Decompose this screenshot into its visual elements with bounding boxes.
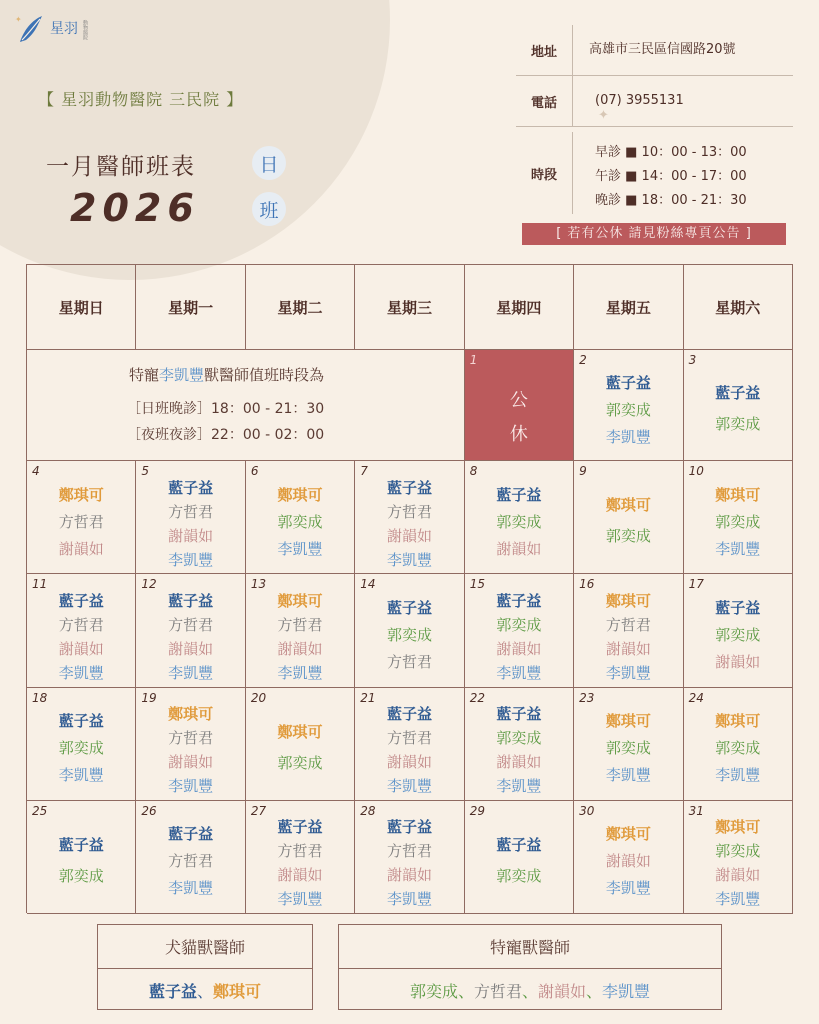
doctor-name: 謝韻如	[715, 866, 761, 885]
day-number: 27	[250, 803, 267, 818]
doctor-name: 郭奕成	[496, 729, 542, 748]
clinic-name: 【 星羽動物醫院 三民院 】	[38, 90, 244, 109]
doctor-name: 謝韻如	[168, 526, 214, 545]
weekday-header: 星期日	[27, 265, 136, 350]
exotic-schedule-note	[27, 350, 465, 461]
day-number: 6	[250, 464, 259, 478]
dog-cat-legend	[97, 924, 313, 1010]
day-cell	[27, 688, 136, 801]
exotic-doctors	[339, 969, 721, 1011]
doctor-name: 李凱豐	[58, 766, 104, 785]
legend-doctor-name: 謝韻如	[538, 981, 587, 1001]
doctor-name: 李凱豐	[605, 427, 651, 446]
day-cell	[355, 461, 464, 574]
day-number: 16	[579, 577, 595, 592]
doctor-name: 郭奕成	[715, 739, 761, 758]
doctor-name: 藍子益	[386, 818, 432, 837]
doctor-name: 藍子益	[496, 485, 542, 504]
doctor-name: 謝韻如	[605, 639, 651, 658]
address-row	[516, 25, 793, 76]
weekday-header: 星期五	[574, 265, 683, 350]
day-cell	[574, 801, 683, 914]
day-cell	[136, 461, 245, 574]
day-cell	[355, 688, 464, 801]
day-number: 29	[469, 803, 485, 818]
day-number: 22	[469, 690, 485, 705]
day-number: 20	[250, 690, 267, 705]
calendar-grid	[26, 264, 793, 913]
address-label: 地址	[530, 44, 557, 60]
day-number: 17	[688, 577, 704, 592]
doctor-name: 鄭琪可	[277, 722, 323, 741]
day-badge: 日	[252, 146, 286, 180]
doctor-name: 郭奕成	[496, 866, 542, 885]
doctor-name: 方哲君	[168, 729, 214, 748]
doctor-name: 鄭琪可	[605, 496, 651, 515]
day-cell	[136, 688, 245, 801]
doctor-name: 鄭琪可	[277, 591, 323, 610]
weekday-header: 星期一	[136, 265, 245, 350]
day-number: 25	[32, 803, 48, 818]
doctor-name: 謝韻如	[496, 539, 542, 558]
legend-doctor-name: 鄭琪可	[213, 981, 262, 1001]
doctor-name: 鄭琪可	[58, 485, 104, 504]
doctor-name: 方哲君	[168, 502, 214, 521]
doctor-name: 藍子益	[58, 591, 104, 610]
doctor-name: 方哲君	[277, 615, 323, 634]
day-cell	[246, 688, 355, 801]
day-cell	[574, 574, 683, 687]
day-number: 4	[32, 464, 40, 478]
doctor-name: 方哲君	[168, 615, 214, 634]
legend-doctor-name: 郭奕成	[409, 981, 458, 1001]
sparkle-icon: ✦	[598, 108, 609, 123]
day-cell	[684, 688, 793, 801]
doctor-name: 郭奕成	[58, 866, 104, 885]
legend-doctor-name: 方哲君	[473, 981, 522, 1001]
svg-text:✦: ✦	[15, 15, 22, 24]
holiday-label: 休	[509, 424, 528, 445]
doctor-name: 郭奕成	[496, 512, 542, 531]
doctor-name: 謝韻如	[496, 639, 542, 658]
logo-subtitle: 動物醫院	[82, 20, 88, 40]
doctor-name: 方哲君	[386, 842, 432, 861]
day-number: 24	[688, 690, 704, 705]
day-cell	[136, 574, 245, 687]
day-cell	[684, 574, 793, 687]
day-cell	[246, 801, 355, 914]
shift-badge: 班	[252, 192, 286, 226]
holiday-cell	[465, 350, 574, 461]
separator: 、	[521, 981, 538, 1001]
doctor-name: 郭奕成	[277, 512, 323, 531]
day-cell	[465, 574, 574, 687]
day-cell	[27, 801, 136, 914]
doctor-name: 謝韻如	[386, 526, 432, 545]
day-number: 19	[141, 690, 157, 705]
day-cell	[684, 461, 793, 574]
phone-row	[516, 76, 793, 127]
legend-doctor-name: 李凱豐	[602, 981, 651, 1001]
doctor-name: 李凱豐	[715, 539, 761, 558]
day-cell	[136, 801, 245, 914]
doctor-name: 方哲君	[168, 852, 214, 871]
hours-row	[516, 127, 793, 219]
doctor-name: 李凱豐	[277, 539, 323, 558]
doctor-name: 藍子益	[58, 712, 104, 731]
doctor-name: 李凱豐	[386, 550, 432, 569]
exotic-note-suffix: 獸醫師值班時段為	[204, 365, 325, 384]
day-number: 9	[579, 464, 587, 478]
holiday-notice: [ 若有公休 請見粉絲專頁公告 ]	[522, 223, 786, 245]
doctor-name: 鄭琪可	[277, 485, 323, 504]
day-number: 28	[360, 803, 376, 818]
doctor-name: 李凱豐	[277, 890, 323, 909]
doctor-name: 方哲君	[58, 512, 104, 531]
doctor-name: 李凱豐	[605, 766, 651, 785]
doctor-name: 鄭琪可	[605, 825, 651, 844]
clinic-info	[516, 25, 793, 219]
doctor-name: 藍子益	[277, 818, 323, 837]
separator: 、	[457, 981, 474, 1001]
doctor-name: 李凱豐	[168, 550, 214, 569]
day-number: 1	[469, 353, 478, 367]
day-cell	[27, 574, 136, 687]
doctor-name: 藍子益	[168, 825, 214, 844]
doctor-name: 郭奕成	[277, 753, 323, 772]
evening-hours: 晚診 ■ 18：00 - 21：30	[595, 192, 747, 208]
day-cell	[27, 461, 136, 574]
day-cell	[574, 461, 683, 574]
doctor-name: 謝韻如	[386, 753, 432, 772]
day-number: 3	[688, 353, 697, 367]
day-cell	[465, 801, 574, 914]
weekday-header: 星期二	[246, 265, 355, 350]
doctor-name: 謝韻如	[496, 753, 542, 772]
day-number: 15	[469, 577, 485, 592]
doctor-name: 藍子益	[168, 591, 214, 610]
weekday-header: 星期六	[684, 265, 793, 350]
day-number: 23	[579, 690, 595, 705]
doctor-name: 李凱豐	[386, 777, 432, 796]
doctor-name: 郭奕成	[715, 842, 761, 861]
dog-cat-title: 犬貓獸醫師	[98, 925, 312, 969]
day-cell	[684, 350, 793, 461]
doctor-name: 李凱豐	[277, 663, 323, 682]
separator: 、	[586, 981, 603, 1001]
doctor-name: 李凱豐	[168, 879, 214, 898]
day-number: 2	[579, 353, 587, 367]
doctor-name: 鄭琪可	[715, 485, 761, 504]
exotic-legend	[338, 924, 722, 1010]
doctor-name: 藍子益	[386, 705, 432, 724]
day-number: 13	[250, 577, 267, 592]
exotic-night-shift: ［夜班夜診］22：00 - 02：00	[127, 426, 325, 443]
doctor-name: 鄭琪可	[715, 712, 761, 731]
doctor-name: 李凱豐	[715, 890, 761, 909]
day-number: 12	[141, 577, 157, 592]
doctor-name: 郭奕成	[605, 739, 651, 758]
doctor-name: 郭奕成	[386, 625, 432, 644]
day-number: 7	[360, 464, 368, 478]
doctor-name: 方哲君	[386, 729, 432, 748]
phone-value: (07) 3955131	[572, 76, 793, 126]
doctor-name: 李凱豐	[496, 663, 542, 682]
doctor-name: 李凱豐	[496, 777, 542, 796]
doctor-name: 謝韻如	[168, 639, 214, 658]
doctor-name: 郭奕成	[58, 739, 104, 758]
doctor-name: 謝韻如	[605, 852, 651, 871]
day-cell	[246, 461, 355, 574]
exotic-note-prefix: 特寵	[129, 365, 160, 384]
day-number: 14	[360, 577, 376, 592]
doctor-name: 鄭琪可	[168, 705, 214, 724]
doctor-name: 郭奕成	[605, 527, 651, 546]
doctor-name: 藍子益	[58, 835, 104, 854]
exotic-day-shift: ［日班晚診］18：00 - 21：30	[127, 400, 325, 417]
morning-hours: 早診 ■ 10：00 - 13：00	[595, 144, 747, 160]
doctor-name: 鄭琪可	[605, 591, 651, 610]
logo	[14, 12, 89, 46]
doctor-name: 方哲君	[605, 615, 651, 634]
doctor-name: 李凱豐	[386, 890, 432, 909]
logo-name: 星羽	[50, 21, 78, 37]
day-number: 21	[360, 690, 376, 705]
day-cell	[574, 688, 683, 801]
day-cell	[355, 801, 464, 914]
doctor-name: 藍子益	[386, 598, 432, 617]
doctor-name: 藍子益	[605, 373, 651, 392]
doctor-name: 謝韻如	[58, 639, 104, 658]
day-number: 10	[688, 464, 704, 478]
separator: 、	[196, 981, 213, 1001]
doctor-name: 藍子益	[715, 384, 761, 402]
doctor-name: 郭奕成	[715, 625, 761, 644]
doctor-name: 藍子益	[168, 478, 214, 497]
doctor-name: 李凱豐	[605, 663, 651, 682]
doctor-name: 郭奕成	[605, 400, 651, 419]
doctor-name: 李凱豐	[168, 777, 214, 796]
doctor-name: 李凱豐	[605, 879, 651, 898]
weekday-header: 星期三	[355, 265, 464, 350]
doctor-name: 李凱豐	[168, 663, 214, 682]
day-number: 31	[688, 803, 704, 818]
doctor-name: 鄭琪可	[715, 818, 761, 837]
doctor-name: 方哲君	[386, 502, 432, 521]
hours-label: 時段	[530, 167, 557, 183]
legend-doctor-name: 藍子益	[148, 981, 197, 1001]
afternoon-hours: 午診 ■ 14：00 - 17：00	[595, 168, 747, 184]
dog-cat-doctors	[98, 969, 312, 1011]
schedule-year: 2026	[70, 186, 200, 230]
doctor-name: 郭奕成	[496, 615, 542, 634]
doctor-name: 藍子益	[496, 835, 542, 854]
day-number: 26	[141, 803, 157, 818]
exotic-title: 特寵獸醫師	[339, 925, 721, 969]
hours-list	[572, 132, 793, 214]
day-cell	[574, 350, 683, 461]
doctor-name: 李凱豐	[715, 766, 761, 785]
doctor-name: 鄭琪可	[605, 712, 651, 731]
weekday-header: 星期四	[465, 265, 574, 350]
doctor-name: 謝韻如	[58, 539, 104, 558]
doctor-name: 謝韻如	[277, 866, 323, 885]
doctor-name: 謝韻如	[277, 639, 323, 658]
day-cell	[465, 461, 574, 574]
doctor-name: 謝韻如	[168, 753, 214, 772]
feather-logo-icon	[14, 12, 46, 46]
doctor-name: 謝韻如	[386, 866, 432, 885]
phone-label: 電話	[530, 95, 557, 111]
exotic-note-doctor: 李凱豐	[159, 365, 205, 384]
holiday-label: 公	[509, 390, 528, 411]
doctor-name: 方哲君	[277, 842, 323, 861]
address-value: 高雄市三民區信國路20號	[572, 25, 793, 75]
day-number: 5	[141, 464, 150, 478]
schedule-title: 一月醫師班表	[46, 154, 196, 180]
day-number: 8	[469, 464, 478, 478]
day-cell	[355, 574, 464, 687]
doctor-name: 藍子益	[386, 478, 432, 497]
day-cell	[684, 801, 793, 914]
doctor-name: 藍子益	[496, 705, 542, 724]
doctor-name: 郭奕成	[715, 512, 761, 531]
doctor-name: 方哲君	[58, 615, 104, 634]
doctor-name: 藍子益	[715, 598, 761, 617]
day-number: 18	[32, 690, 48, 705]
day-number: 11	[32, 577, 48, 592]
day-cell	[246, 574, 355, 687]
day-cell	[465, 688, 574, 801]
exotic-note-title	[127, 364, 464, 385]
doctor-name: 謝韻如	[715, 652, 761, 671]
doctor-name: 方哲君	[386, 652, 432, 671]
doctor-name: 李凱豐	[58, 663, 104, 682]
doctor-name: 郭奕成	[715, 415, 761, 433]
day-number: 30	[579, 803, 595, 818]
doctor-name: 藍子益	[496, 591, 542, 610]
